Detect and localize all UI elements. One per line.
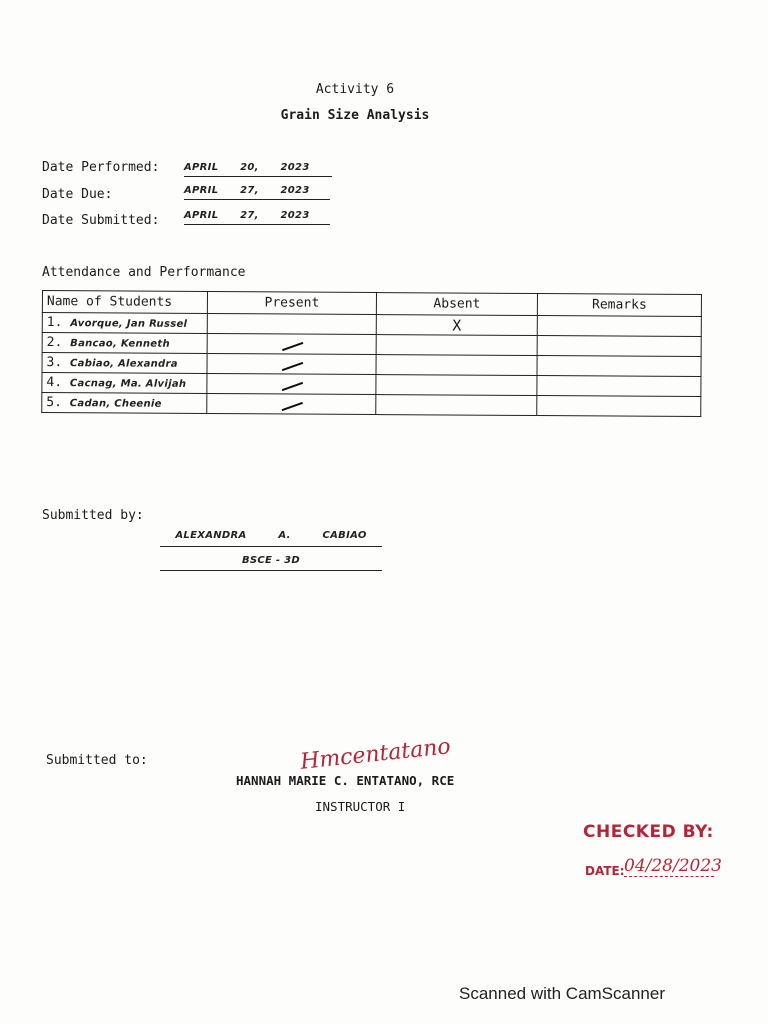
activity-number: Activity 6: [315, 82, 395, 97]
check-mark-icon: [282, 342, 303, 351]
absent-cell: [376, 355, 537, 376]
absent-mark: X: [452, 316, 462, 335]
page-title: Grain Size Analysis: [280, 108, 430, 123]
check-mark-icon: [282, 382, 303, 391]
check-mark-icon: [282, 402, 303, 411]
date-performed-value: APRIL 20, 2023: [184, 162, 332, 177]
row-number: 1.: [46, 315, 63, 331]
row-number: 3.: [46, 355, 63, 371]
column-present-header: Present: [207, 292, 376, 315]
camscanner-watermark: Scanned with CamScanner: [459, 984, 666, 1003]
student-name: Cabiao, Alexandra: [70, 358, 178, 370]
row-number: 2.: [46, 335, 63, 351]
row-number: 4.: [46, 375, 63, 391]
column-remarks-header: Remarks: [537, 294, 701, 317]
attendance-table: [41, 290, 702, 417]
submitted-to-label: Submitted to:: [46, 753, 148, 768]
student-name: Avorque, Jan Russel: [70, 318, 188, 330]
stamp-date-value: 04/28/2023: [624, 856, 722, 876]
check-mark-icon: [282, 362, 303, 371]
date-submitted-value: APRIL 27, 2023: [184, 210, 330, 225]
row-number: 5.: [46, 395, 63, 411]
date-due-value: APRIL 27, 2023: [184, 185, 330, 200]
date-submitted-label: Date Submitted:: [42, 213, 160, 228]
remarks-cell: [537, 336, 701, 357]
student-name: Cadan, Cheenie: [69, 398, 162, 410]
instructor-position: INSTRUCTOR I: [315, 799, 406, 814]
date-due-label: Date Due:: [42, 187, 113, 202]
remarks-cell: [537, 376, 701, 397]
table-row: [42, 393, 701, 417]
remarks-cell: [537, 356, 701, 377]
absent-cell: [376, 395, 537, 416]
absent-cell: [376, 335, 537, 356]
stamp-date-label: DATE:: [585, 864, 625, 878]
attendance-heading: Attendance and Performance: [42, 265, 246, 280]
present-cell: [207, 314, 376, 335]
submitted-by-label: Submitted by:: [42, 508, 144, 523]
student-signature-name: ALEXANDRA A. CABIAO: [160, 530, 382, 547]
column-absent-header: Absent: [376, 293, 537, 316]
absent-cell: [376, 375, 537, 396]
checked-by-stamp: CHECKED BY:: [583, 822, 714, 842]
date-performed-label: Date Performed:: [42, 160, 160, 175]
instructor-signature: Hmcentatano: [299, 734, 452, 775]
student-section: BSCE - 3D: [160, 555, 382, 571]
remarks-cell: [537, 396, 701, 417]
student-name: Bancao, Kenneth: [70, 338, 170, 350]
student-name: Cacnag, Ma. Alvijah: [69, 378, 187, 390]
column-name-header: Name of Students: [42, 291, 207, 314]
remarks-cell: [537, 316, 701, 337]
instructor-name: HANNAH MARIE C. ENTATANO, RCE: [236, 773, 455, 788]
